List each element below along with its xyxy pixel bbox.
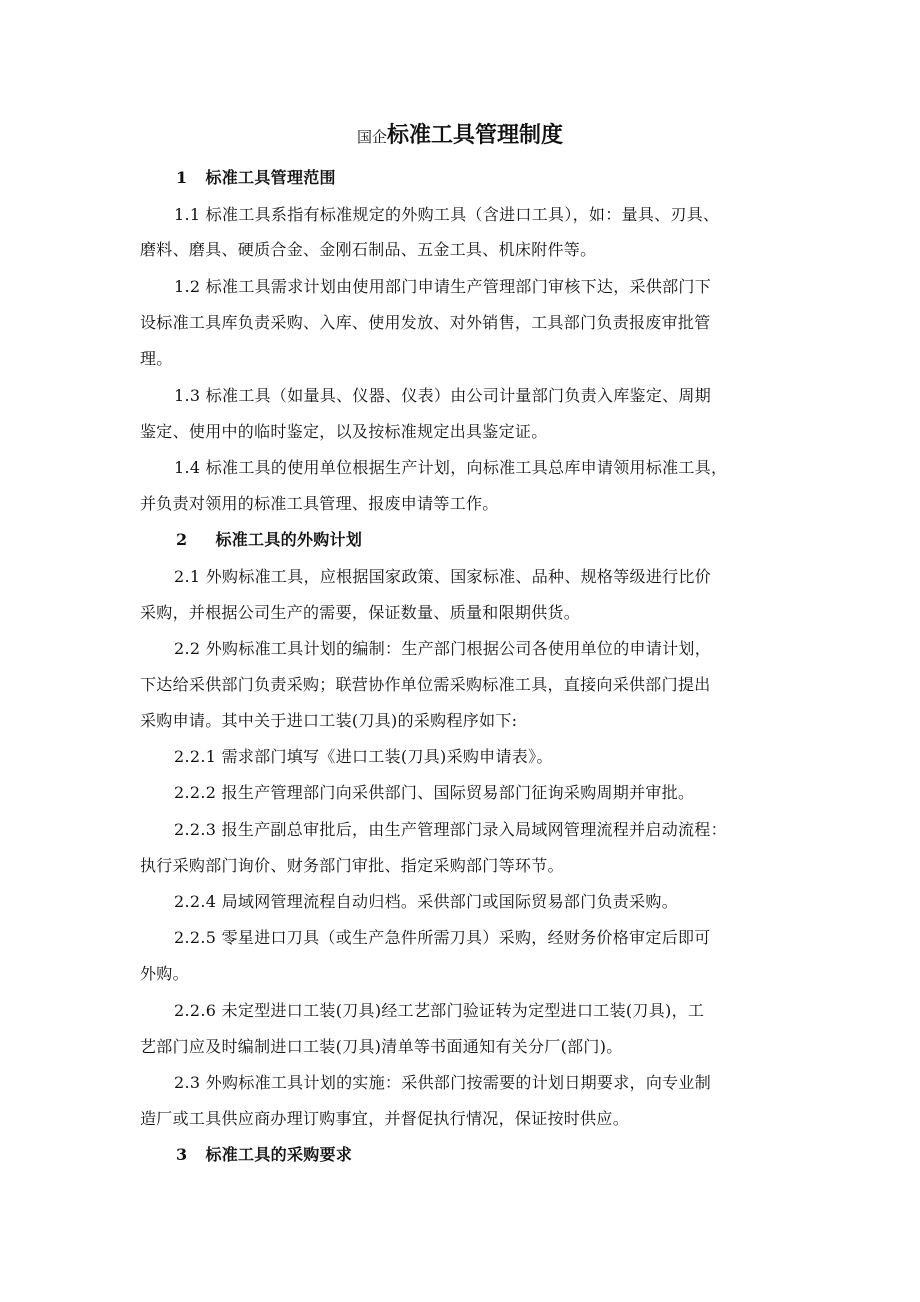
section-heading-1 bbox=[176, 168, 336, 188]
title-prefix: 国企 bbox=[356, 128, 387, 146]
section-title: 标准工具的采购要求 bbox=[205, 1145, 353, 1164]
paragraph-line: 2.1 外购标准工具，应根据国家政策、国家标准、品种、规格等级进行比价 bbox=[174, 567, 712, 586]
paragraph-line: 下达给采供部门负责采购；联营协作单位需采购标准工具，直接向采供部门提出 bbox=[140, 675, 711, 694]
page-title bbox=[0, 118, 920, 149]
section-number: 2 bbox=[176, 530, 188, 549]
paragraph-line: 2.2.3 报生产副总审批后，由生产管理部门录入局域网管理流程并启动流程： bbox=[174, 820, 727, 839]
paragraph-line: 1.1 标准工具系指有标准规定的外购工具（含进口工具），如：量具、刃具、 bbox=[174, 205, 720, 224]
title-text: 标准工具管理制度 bbox=[387, 122, 564, 148]
paragraph-line: 外购。 bbox=[140, 964, 189, 983]
paragraph-line: 1.3 标准工具（如量具、仪器、仪表）由公司计量部门负责入库鉴定、周期 bbox=[174, 386, 712, 405]
paragraph-line: 设标准工具库负责采购、入库、使用发放、对外销售，工具部门负责报废审批管 bbox=[140, 313, 711, 332]
paragraph-line: 造厂或工具供应商办理订购事宜，并督促执行情况，保证按时供应。 bbox=[140, 1109, 630, 1128]
paragraph-line: 鉴定、使用中的临时鉴定，以及按标准规定出具鉴定证。 bbox=[140, 422, 548, 441]
paragraph-line: 艺部门应及时编制进口工装(刀具)清单等书面通知有关分厂(部门)。 bbox=[140, 1037, 623, 1056]
section-heading-2 bbox=[176, 530, 362, 550]
paragraph-line: 2.2.1 需求部门填写《进口工装(刀具)采购申请表》。 bbox=[174, 747, 553, 766]
section-heading-3 bbox=[176, 1145, 352, 1165]
section-title: 标准工具管理范围 bbox=[205, 168, 336, 187]
section-number: 3 bbox=[176, 1145, 188, 1164]
paragraph-line: 采购，并根据公司生产的需要，保证数量、质量和限期供货。 bbox=[140, 603, 581, 622]
paragraph-line: 1.4 标准工具的使用单位根据生产计划，向标准工具总库申请领用标准工具， bbox=[174, 458, 728, 477]
paragraph-line: 2.2.4 局域网管理流程自动归档。采供部门或国际贸易部门负责采购。 bbox=[174, 892, 678, 911]
paragraph-line: 1.2 标准工具需求计划由使用部门申请生产管理部门审核下达，采供部门下 bbox=[174, 277, 712, 296]
paragraph-line: 理。 bbox=[140, 349, 173, 368]
paragraph-line: 采购申请。其中关于进口工装(刀具)的采购程序如下: bbox=[140, 711, 518, 730]
paragraph-line: 2.2.6 未定型进口工装(刀具)经工艺部门验证转为定型进口工装(刀具)，工 bbox=[174, 1001, 705, 1020]
section-number: 1 bbox=[176, 168, 188, 187]
paragraph-line: 磨料、磨具、硬质合金、金刚石制品、五金工具、机床附件等。 bbox=[140, 240, 597, 259]
paragraph-line: 2.2 外购标准工具计划的编制：生产部门根据公司各使用单位的申请计划， bbox=[174, 639, 712, 658]
paragraph-line: 2.2.5 零星进口刀具（或生产急件所需刀具）采购，经财务价格审定后即可 bbox=[174, 928, 711, 947]
paragraph-line: 2.3 外购标准工具计划的实施：采供部门按需要的计划日期要求，向专业制 bbox=[174, 1073, 712, 1092]
paragraph-line: 2.2.2 报生产管理部门向采供部门、国际贸易部门征询采购周期并审批。 bbox=[174, 783, 695, 802]
section-title: 标准工具的外购计划 bbox=[215, 530, 363, 549]
paragraph-line: 并负责对领用的标准工具管理、报废申请等工作。 bbox=[140, 494, 499, 513]
paragraph-line: 执行采购部门询价、财务部门审批、指定采购部门等环节。 bbox=[140, 856, 564, 875]
